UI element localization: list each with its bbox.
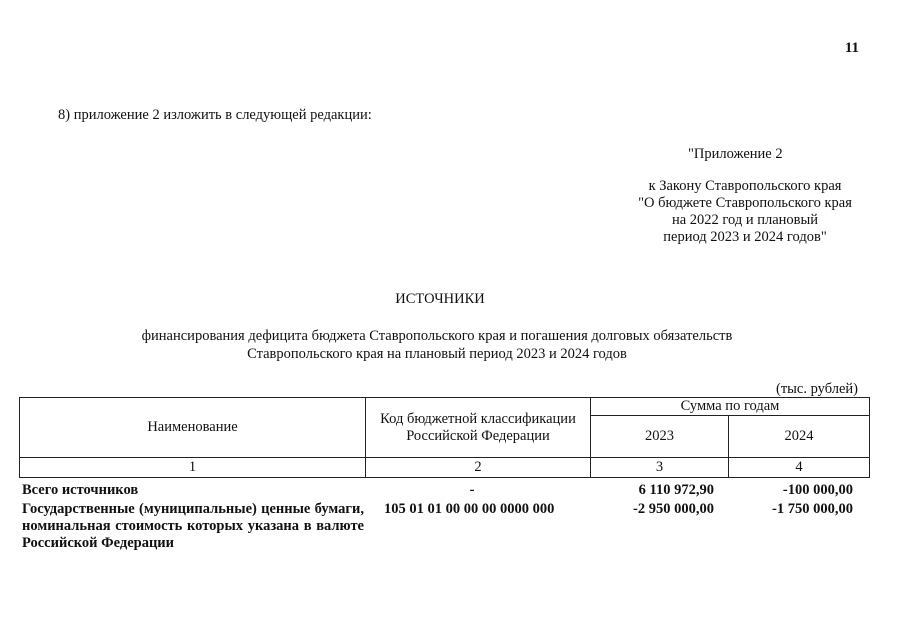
document-title: ИСТОЧНИКИ: [395, 291, 485, 307]
row-value-2023: 6 110 972,90: [638, 482, 714, 498]
header-code: Код бюджетной классификации Российской Федерации: [366, 398, 591, 458]
row-name: Всего источников: [22, 482, 139, 498]
column-number: 4: [729, 458, 870, 478]
appendix-ref-line: на 2022 год и плановый: [671, 212, 819, 228]
column-number: 2: [366, 458, 591, 478]
row-name: Государственные (муниципальные) ценные бумаги, номинальная стоимость которых указана в валюте Российской Федерации: [22, 501, 364, 551]
row-value-2024: -100 000,00: [782, 482, 853, 498]
appendix-title: "Приложение 2: [688, 146, 783, 162]
appendix-ref-line: "О бюджете Ставропольского края: [638, 195, 852, 211]
instruction-text: 8) приложение 2 изложить в следующей редакции:: [58, 107, 372, 123]
row-code: 105 01 01 00 00 00 0000 000: [384, 501, 555, 517]
appendix-reference: [620, 178, 870, 246]
unit-label: (тыс. рублей): [776, 381, 858, 397]
row-code: -: [469, 482, 475, 498]
appendix-ref-line: период 2023 и 2024 годов": [663, 229, 827, 245]
table-row: [22, 501, 857, 552]
table-body: [22, 482, 857, 552]
header-year-2024: 2024: [729, 416, 870, 458]
column-number: 3: [591, 458, 729, 478]
header-name: Наименование: [20, 398, 366, 458]
subtitle-line: финансирования дефицита бюджета Ставропольского края и погашения долговых обязательств: [141, 328, 733, 344]
page-number: 11: [844, 40, 859, 56]
subtitle-line: Ставропольского края на плановый период 2023 и 2024 годов: [247, 346, 627, 362]
document-subtitle: [0, 327, 874, 363]
row-value-2024: -1 750 000,00: [772, 501, 853, 517]
header-year-2023: 2023: [591, 416, 729, 458]
header-sum-by-years: Сумма по годам: [591, 398, 870, 416]
table-header: [19, 397, 870, 478]
row-value-2023: -2 950 000,00: [633, 501, 714, 517]
column-number: 1: [20, 458, 366, 478]
table-row: [22, 482, 857, 501]
appendix-ref-line: к Закону Ставропольского края: [648, 178, 842, 194]
